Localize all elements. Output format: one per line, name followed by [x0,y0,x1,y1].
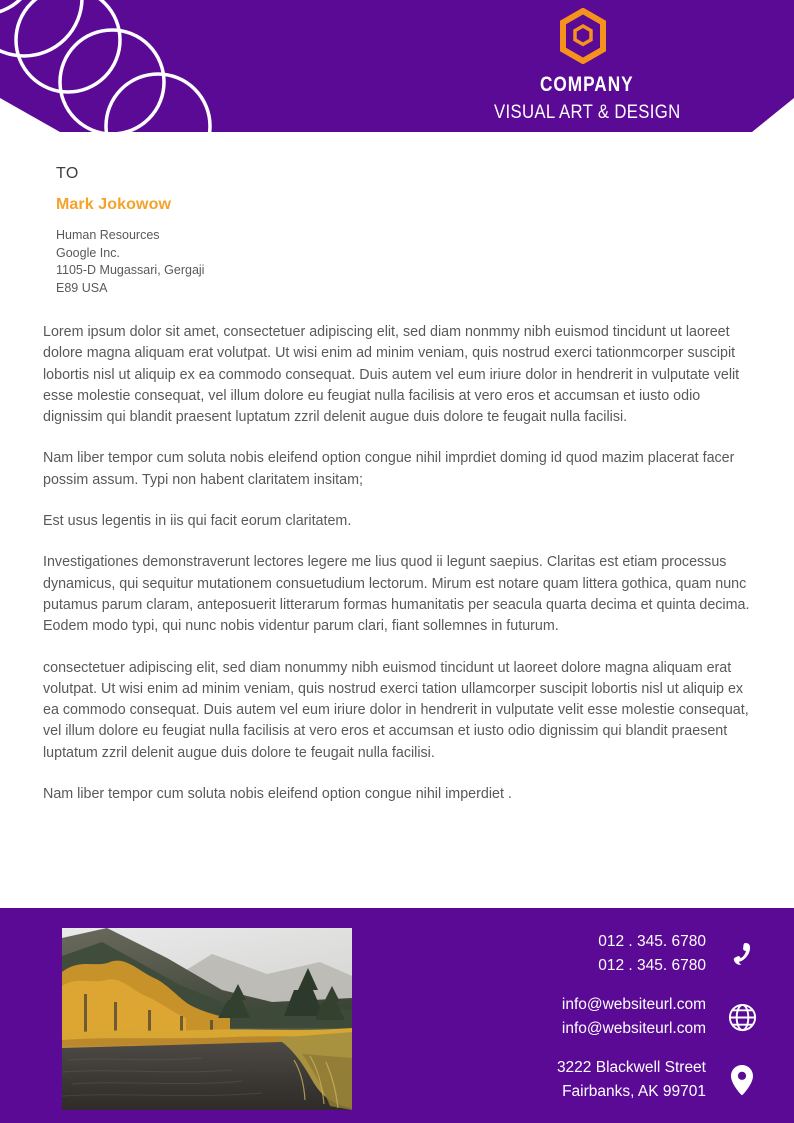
letter-paragraph: Nam liber tempor cum soluta nobis eleifend option congue nihil imperdiet . [43,786,512,803]
address-line: E89 USA [56,280,108,295]
letter-paragraph: Investigationes demonstraverunt lectores legere me lius quod ii legunt saepius. Claritas est etiam processus dynamicus, qui sequitur mutationem consuetudium lectorum. Mirum est notare quam littera gothica, quam nunc putamus parum claram, anteposuerit litterarum formas humanitatis per seacula quarta decima et quinta decima. Eodem modo typi, qui nunc nobis videntur parum clari, fiant sollemnes in futurum. [43,554,750,635]
letter-body [43,322,754,805]
letterhead-footer [0,908,794,1123]
phone-line: 012 . 345. 6780 [598,957,706,974]
brand-block [454,8,754,124]
globe-icon [724,999,760,1035]
company-tagline: VISUAL ART & DESIGN [493,102,681,123]
email-line: info@websiteurl.com [561,1020,706,1037]
recipient-block [56,165,456,297]
to-label: TO [56,165,79,182]
letter-paragraph: consectetuer adipiscing elit, sed diam nonummy nibh euismod tincidunt ut laoreet dolore magna aliquam erat volutpat. Ut wisi enim ad minim veniam, quis nostrud exerci tation ullamcorper suscipit lobortis nisl ut aliquip ex ea commodo consequat. Duis autem vel eum iriure dolor in hendrerit in vulputate velit esse molestie consequat, vel illum dolore eu feugiat nulla facilisis at vero eros et accumsan et iusto odio dignissim qui blandit praesent luptatum zzril delenit augue duis dolore te feugait nulla facilisi. [43,659,749,761]
phone-numbers [598,930,724,978]
contact-row-address [440,1056,760,1104]
hexagon-logo-icon [454,8,754,69]
phone-icon [724,936,760,972]
email-line: info@websiteurl.com [561,996,706,1013]
footer-contact-block [440,930,760,1104]
street-address [557,1056,724,1104]
contact-row-email [440,993,760,1041]
recipient-name: Mark Jokowow [56,196,172,213]
phone-line: 012 . 345. 6780 [598,933,706,950]
contact-row-phone [440,930,760,978]
letter-paragraph: Nam liber tempor cum soluta nobis eleifend option congue nihil imprdiet doming id quod mazim placerat facer possim assum. Typi non habent claritatem insitam; [43,450,735,488]
recipient-address [56,227,456,297]
address-line: 1105-D Mugassari, Gergaji [56,263,205,277]
address-line: 3222 Blackwell Street [556,1059,706,1076]
autumn-river-landscape-photo [62,928,352,1110]
address-line: Fairbanks, AK 99701 [562,1083,706,1100]
company-name: COMPANY [539,73,634,96]
location-pin-icon [724,1062,760,1098]
address-line: Human Resources [56,228,160,242]
letter-paragraph: Est usus legentis in iis qui facit eorum claritatem. [43,513,352,530]
address-line: Google Inc. [56,245,120,260]
letter-paragraph: Lorem ipsum dolor sit amet, consectetuer adipiscing elit, sed diam nonmmy nibh euismod tincidunt ut laoreet dolore magna aliquam erat volutpat. Ut wisi enim ad minim veniam, quis nostrud exerci tationmcorper suscipit lobortis nisl ut aliquip ex ea commodo consequat. Duis autem vel eum iriure dolor in hendrerit in vulputate velit esse molestie consequat, vel illum dolore eu feugiat nulla facilisis at vero eros et accumsan et iusto odio dignissim qui blandit praesent luptatum zzril delenit augue duis dolore te feugait nulla facilisi. [43,324,740,426]
email-addresses [562,993,724,1041]
letterhead-header [0,0,794,132]
